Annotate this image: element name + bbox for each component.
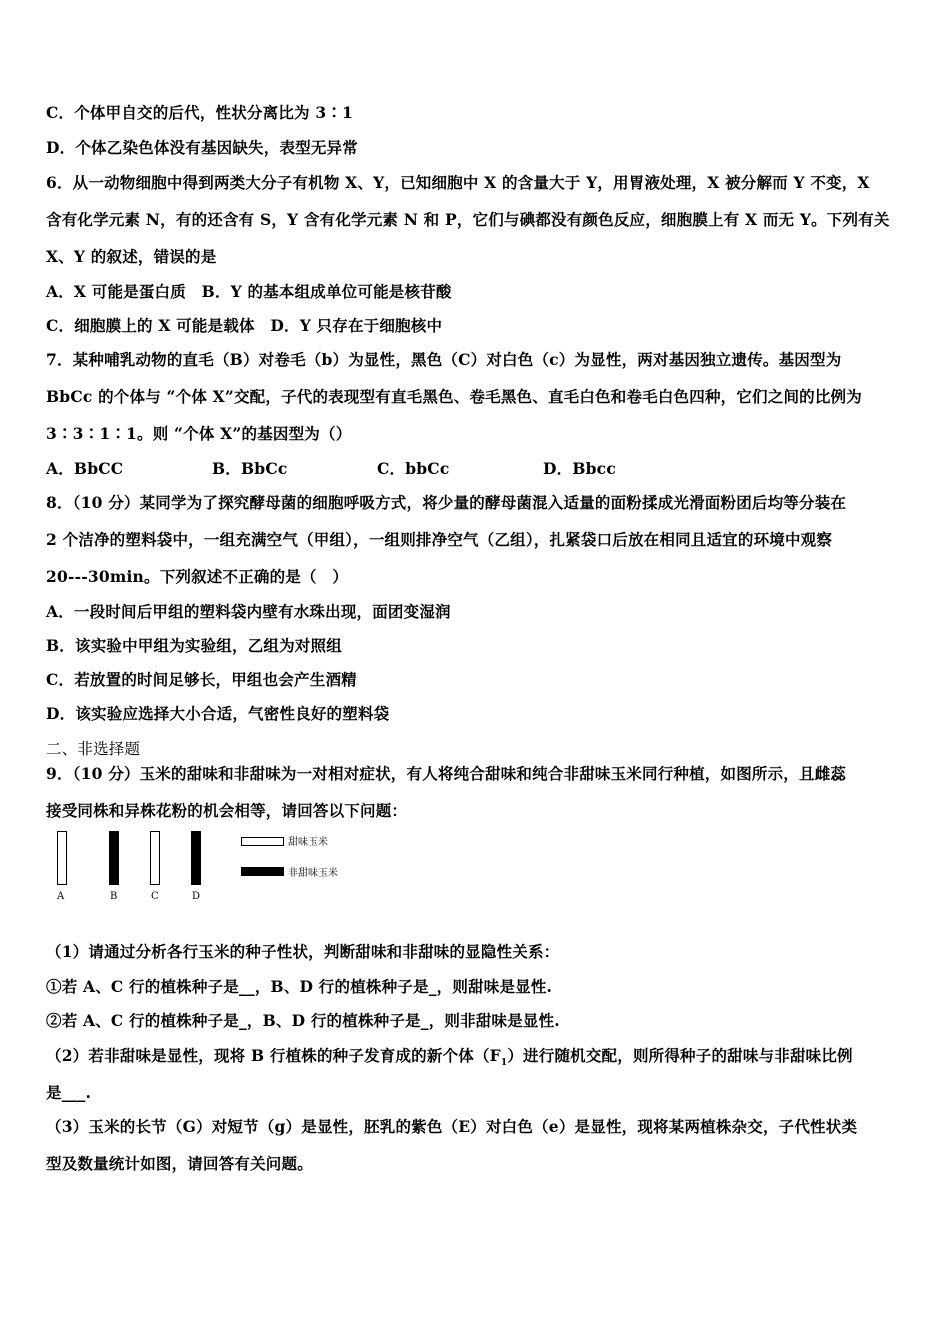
corn-row-diagram: [46, 826, 366, 911]
q9-stem-line1: 9．（10 分）玉米的甜味和非甜味为一对相对症状，有人将纯合甜味和纯合非甜味玉米同行种植，如图所示，且雌蕊: [46, 764, 847, 783]
row-b-label: B: [110, 891, 118, 902]
row-a-label: A: [57, 891, 65, 902]
q9-part3-line1: （3）玉米的长节（G）对短节（g）是显性，胚乳的紫色（E）对白色（e）是显性，现将某两植株杂交，子代性状类: [46, 1117, 858, 1136]
q9-part1: （1）请通过分析各行玉米的种子性状，判断甜味和非甜味的显隐性关系：: [46, 942, 560, 961]
row-d-nonsweet-bar: [191, 831, 201, 885]
q9-part1-case2: ②若 A、C 行的植株种子是_，B、D 行的植株种子是_，则非甜味是显性.: [46, 1011, 560, 1030]
row-b-nonsweet-bar: [109, 831, 119, 885]
q7-stem-line1: 7．某种哺乳动物的直毛（B）对卷毛（b）为显性，黑色（C）对白色（c）为显性，两对基因独立遗传。基因型为: [46, 350, 842, 369]
q9-stem-line2: 接受同株和异株花粉的机会相等，请回答以下问题：: [46, 801, 408, 820]
row-c-sweet-bar: [150, 831, 160, 885]
q8-option-a: A．一段时间后甲组的塑料袋内壁有水珠出现，面团变湿润: [46, 602, 451, 621]
legend-sweet-label: 甜味玉米: [288, 837, 328, 848]
q9-part2-line1: [46, 1044, 853, 1068]
q8-stem-line1: 8．（10 分）某同学为了探究酵母菌的细胞呼吸方式，将少量的酵母菌混入适量的面粉揉成光滑面粉团后均等分装在: [46, 493, 847, 512]
q8-option-c: C．若放置的时间足够长，甲组也会产生酒精: [46, 670, 357, 689]
q9-part2-text-a: （2）若非甜味是显性，现将 B 行植株的种子发育成的新个体（F: [46, 1046, 501, 1065]
row-d-label: D: [192, 891, 201, 902]
q7-stem-line2: BbCc 的个体与 “个体 X”交配，子代的表现型有直毛黑色、卷毛黑色、直毛白色和卷毛白色四种，它们之间的比例为: [46, 387, 862, 406]
q7-options: [46, 457, 616, 479]
q5-option-d: D．个体乙染色体没有基因缺失，表型无异常: [46, 138, 358, 157]
row-a-sweet-bar: [57, 831, 67, 885]
q9-part2-subscript: 1: [500, 1058, 508, 1069]
q8-stem-line3: 20---30min。下列叙述不正确的是（ ）: [46, 567, 349, 586]
q7-option-c: C．bbCc: [377, 459, 450, 478]
q9-part3-line2: 型及数量统计如图，请回答有关问题。: [46, 1154, 313, 1173]
q6-options-ab: A．X 可能是蛋白质 B．Y 的基本组成单位可能是核苷酸: [46, 282, 452, 301]
row-c-label: C: [151, 891, 159, 902]
legend-nonsweet-swatch: [241, 867, 284, 876]
q6-options-cd: C．细胞膜上的 X 可能是载体 D．Y 只存在于细胞核中: [46, 316, 443, 335]
q6-stem-line1: 6．从一动物细胞中得到两类大分子有机物 X、Y，已知细胞中 X 的含量大于 Y，用胃液处理，X 被分解而 Y 不变，X: [46, 173, 870, 192]
q5-option-c: C．个体甲自交的后代，性状分离比为 3∶1: [46, 103, 354, 122]
legend-sweet-swatch: [241, 837, 284, 846]
q6-stem-line3: X、Y 的叙述，错误的是: [46, 247, 217, 266]
q7-option-b: B．BbCc: [212, 459, 288, 478]
q8-stem-line2: 2 个洁净的塑料袋中，一组充满空气（甲组），一组则排净空气（乙组），扎紧袋口后放在相同且适宜的环境中观察: [46, 530, 833, 549]
q8-option-b: B．该实验中甲组为实验组，乙组为对照组: [46, 636, 342, 655]
q9-part2-line2: 是___.: [46, 1083, 92, 1102]
q8-option-d: D．该实验应选择大小合适，气密性良好的塑料袋: [46, 704, 390, 723]
q7-option-d: D．Bbcc: [543, 459, 616, 478]
legend-nonsweet-label: 非甜味玉米: [288, 868, 338, 879]
q7-stem-line3: 3∶3∶1∶1。则 “个体 X”的基因型为（）: [46, 424, 352, 443]
q9-part2-text-b: ）进行随机交配，则所得种子的甜味与非甜味比例: [507, 1046, 853, 1065]
q9-part1-case1: ①若 A、C 行的植株种子是__，B、D 行的植株种子是_，则甜味是显性.: [46, 977, 553, 996]
q7-option-a: A．BbCC: [46, 459, 124, 478]
section-title: 二、非选择题: [46, 740, 141, 758]
q6-stem-line2: 含有化学元素 N，有的还含有 S，Y 含有化学元素 N 和 P，它们与碘都没有颜色反应，细胞膜上有 X 而无 Y。下列有关: [46, 210, 890, 229]
